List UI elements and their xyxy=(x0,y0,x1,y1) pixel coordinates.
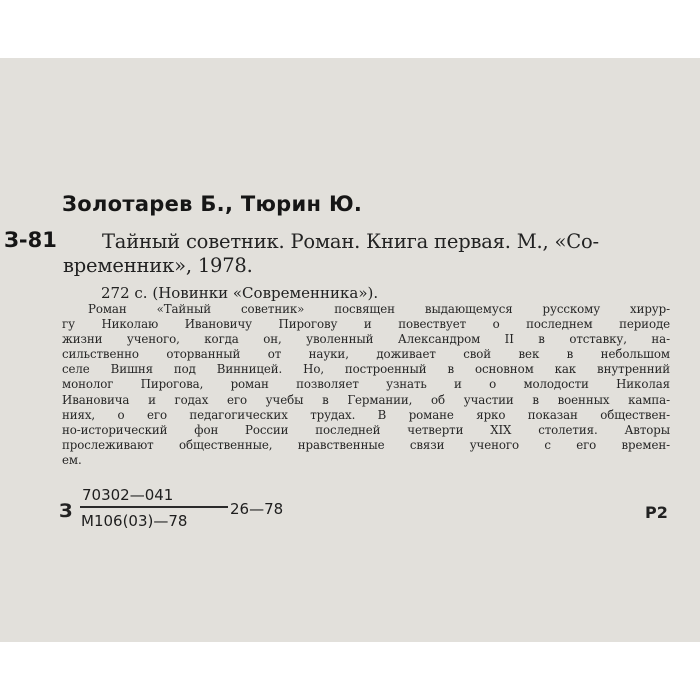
annotation-line: прослеживают общественные, нравственные связи ученого с его времен- xyxy=(62,437,670,452)
bbk-code: Р2 xyxy=(645,503,668,522)
annotation-line: монолог Пирогова, роман позволяет узнать и о молодости Николая xyxy=(62,377,670,392)
title-line-1: Тайный советник. Роман. Книга первая. М., «Со- xyxy=(102,230,599,253)
title-line-2: временник», 1978. xyxy=(63,254,253,277)
annotation-line: Роман «Тайный советник» посвящен выдающемуся русскому хирур- xyxy=(88,302,670,316)
order-code: 26—78 xyxy=(230,500,284,518)
annotation-line: Ивановича и годах его учебы в Германии, об участии в военных кампа- xyxy=(62,392,670,407)
annotation-line: ниях, о его педагогических трудах. В романе ярко показан обществен- xyxy=(62,407,670,422)
annotation xyxy=(62,302,670,468)
classification-code: З-81 xyxy=(4,228,57,252)
annotation-line: селе Вишня под Винницей. Но, построенный в основном как внутренний xyxy=(62,362,670,377)
annotation-line: гу Николаю Ивановичу Пирогову и повествует о последнем периоде xyxy=(62,317,670,332)
annotation-line: сильственно оторванный от науки, доживает свой век в небольшом xyxy=(62,347,670,362)
annotation-line: но-исторический фон России последней четверти XIX столетия. Авторы xyxy=(62,422,670,437)
collation: 272 с. (Новинки «Современника»). xyxy=(101,284,379,302)
annotation-line: ем. xyxy=(62,452,82,467)
fraction-line xyxy=(80,506,228,508)
index-letter: З xyxy=(59,500,73,522)
index-numerator: 70302—041 xyxy=(82,486,174,504)
annotation-line: жизни ученого, когда он, уволенный Александром II в отставку, на- xyxy=(62,332,670,347)
index-denominator: М106(03)—78 xyxy=(81,512,188,530)
authors-heading: Золотарев Б., Тюрин Ю. xyxy=(62,192,363,216)
